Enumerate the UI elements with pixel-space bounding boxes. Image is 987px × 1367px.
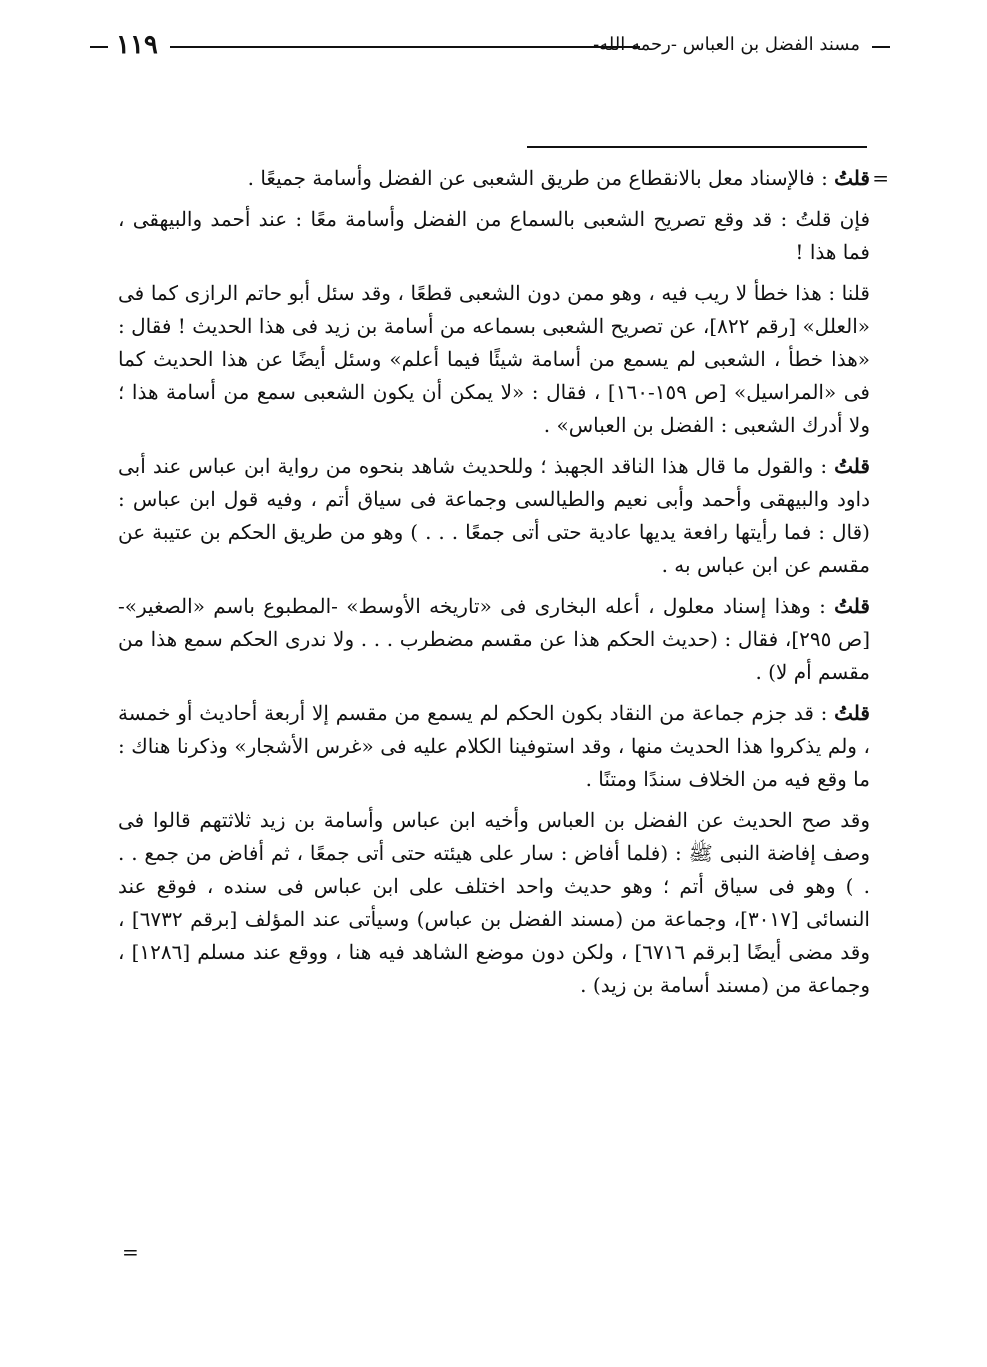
continuation-marker-start: = <box>872 166 889 190</box>
paragraph-text: : وهذا إسناد معلول ، أعله البخارى فى «تاريخه الأوسط» -المطبوع باسم «الصغير»- [ص ٢٩٥]، فقال : (حديث الحكم هذا عن مقسم مضطرب . . . ولا ندرى الحكم سمع هذا من مقسم أم لا) . <box>118 594 870 684</box>
page-number: ١١٩ <box>116 30 158 60</box>
running-header <box>90 30 890 66</box>
header-dash-right <box>872 46 890 48</box>
paragraph-text: قلنا : هذا خطأ لا ريب فيه ، وهو ممن دون الشعبى قطعًا ، وقد سئل أبو حاتم الرازى كما فى «العلل» [رقم ٨٢٢]، عن تصريح الشعبى بسماعه من أسامة بن زيد فى هذا الحديث ! فقال : «هذا خطأ ، الشعبى لم يسمع من أسامة شيئًا فيما أعلم» وسئل أيضًا عن هذا الحديث كما فى «المراسيل» [ص ١٥٩-١٦٠] ، فقال : «لا يمكن أن يكون الشعبى سمع من أسامة هذا ؛ ولا أدرك الشعبى : الفضل بن العباس» . <box>118 281 870 437</box>
paragraph-7 <box>118 804 870 1002</box>
header-dash-left <box>90 46 108 48</box>
paragraph-lead: قلتُ <box>834 701 870 725</box>
footnote-rule <box>527 146 867 148</box>
continuation-marker-end: = <box>122 1240 139 1264</box>
paragraph-text: وقد صح الحديث عن الفضل بن العباس وأخيه ابن عباس وأسامة بن زيد ثلاثتهم قالوا فى وصف إفاضة النبى ﷺ : (فلما أفاض : سار على هيئته حتى أتى جمعًا ، ثم أفاض من جمع . . . ) وهو فى سياق أتم ؛ وهو حديث واحد اختلف على ابن عباس فى سنده ، فوقع عند النسائى [٣٠١٧]، وجماعة من (مسند الفضل بن عباس) وسيأتى عند المؤلف [برقم ٦٧٣٢] ، وقد مضى أيضًا [برقم ٦٧١٦] ، ولكن دون موضع الشاهد فيه هنا ، ووقع عند مسلم [١٢٨٦] ، وجماعة من (مسند أسامة بن زيد) . <box>118 808 870 997</box>
paragraph-lead: قلتُ <box>834 166 870 190</box>
paragraph-3 <box>118 277 870 442</box>
paragraph-text: : والقول ما قال هذا الناقد الجهبذ ؛ وللحديث شاهد بنحوه من رواية ابن عباس عند أبى داود والبيهقى وأحمد وأبى نعيم والطيالسى وجماعة فى سياق أتم ، وفيه قول ابن عباس : (قال : فما رأيتها رافعة يديها عادية حتى أتى جمعًا . . . ) وهو من طريق الحكم بن عتيبة عن مقسم عن ابن عباس به . <box>118 454 870 577</box>
paragraph-lead: قلتُ <box>834 594 870 618</box>
paragraph-lead: قلتُ <box>834 454 870 478</box>
paragraph-text: : قد جزم جماعة من النقاد بكون الحكم لم يسمع من مقسم إلا أربعة أحاديث أو خمسة ، ولم يذكروا هذا الحديث منها ، وقد استوفينا الكلام عليه فى «غرس الأشجار» وذكرنا هناك : ما وقع فيه من الخلاف سندًا ومتنًا . <box>118 701 870 791</box>
paragraph-1 <box>118 162 870 195</box>
header-rule <box>170 46 640 48</box>
paragraph-4 <box>118 450 870 582</box>
paragraph-6 <box>118 697 870 796</box>
footnote-body <box>118 162 870 1010</box>
paragraph-text: : فالإسناد معل بالانقطاع من طريق الشعبى عن الفضل وأسامة جميعًا . <box>247 166 828 190</box>
paragraph-5 <box>118 590 870 689</box>
running-title: مسند الفضل بن العباس -رحمه الله- <box>593 34 860 55</box>
paragraph-2 <box>118 203 870 269</box>
paragraph-text: فإن قلتُ : قد وقع تصريح الشعبى بالسماع من الفضل وأسامة معًا : عند أحمد والبيهقى ، فما هذا ! <box>118 207 870 264</box>
